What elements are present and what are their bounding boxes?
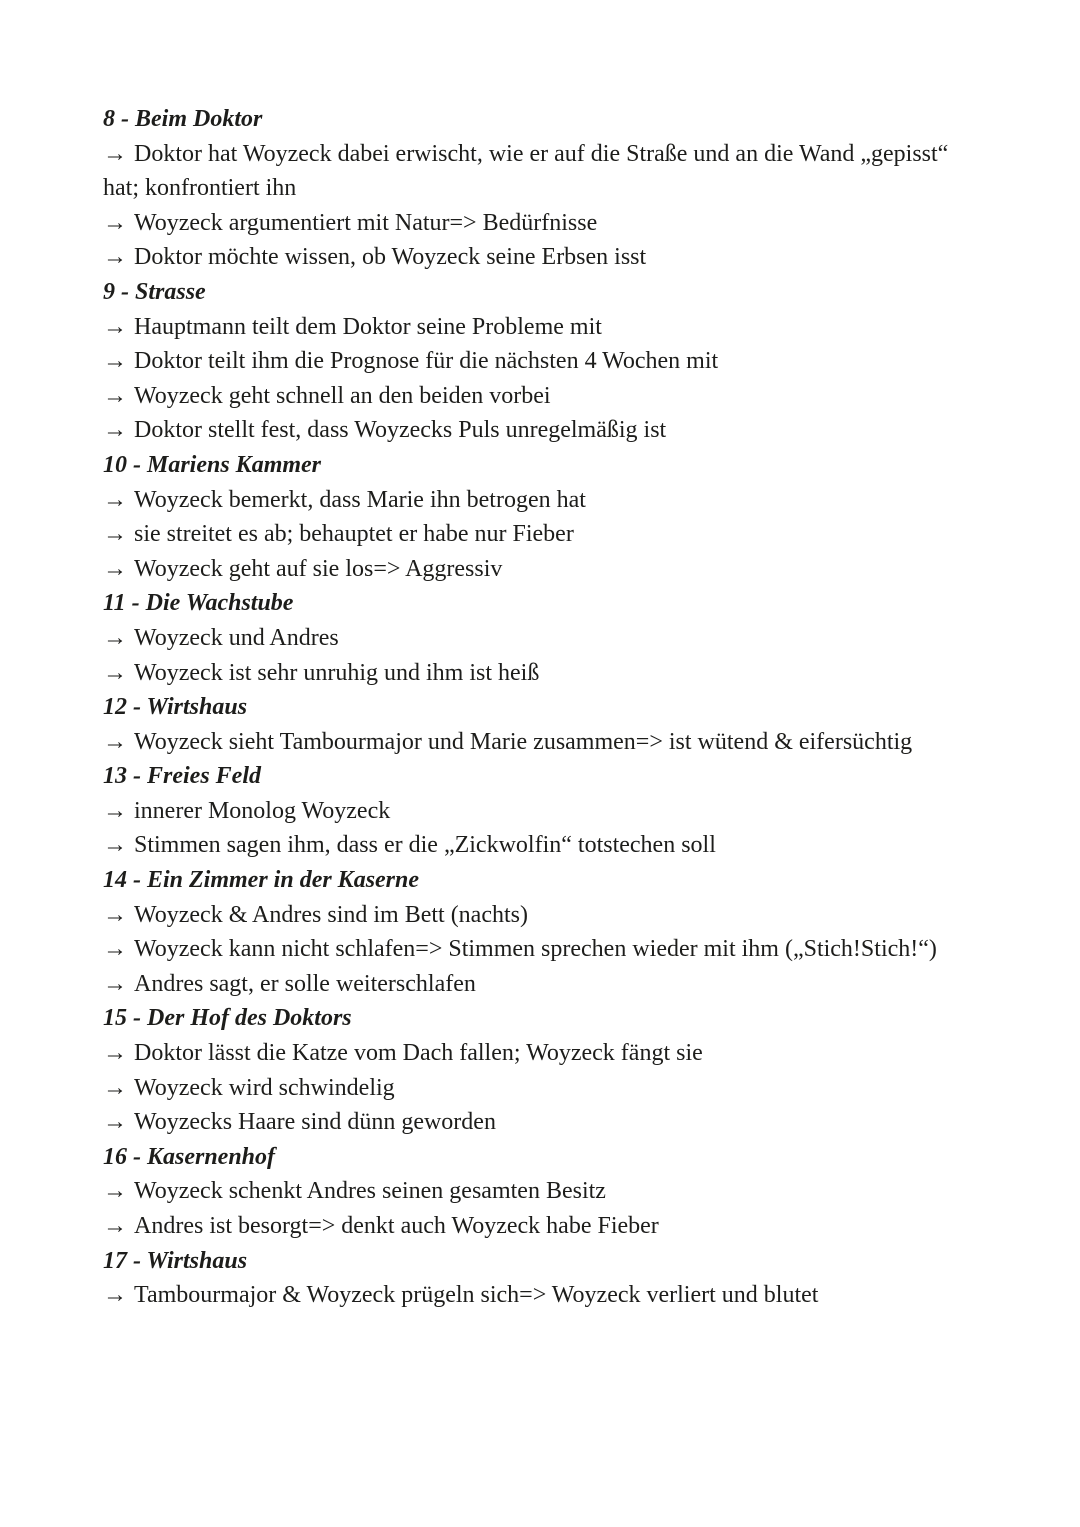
bullet-text: Doktor hat Woyzeck dabei erwischt, wie er auf die Straße und an die Wand „gepisst“ hat; konfrontiert ihn bbox=[103, 140, 949, 202]
bullet-text: Woyzeck & Andres sind im Bett (nachts) bbox=[134, 901, 528, 928]
arrow-icon: → bbox=[103, 140, 127, 167]
bullet-item bbox=[103, 413, 970, 448]
bullet-item bbox=[103, 828, 970, 863]
bullet-item bbox=[103, 379, 970, 414]
arrow-icon: → bbox=[103, 659, 127, 686]
bullet-text: Doktor stellt fest, dass Woyzecks Puls unregelmäßig ist bbox=[134, 417, 667, 444]
arrow-icon: → bbox=[103, 209, 127, 236]
bullet-text: Woyzeck argumentiert mit Natur=> Bedürfnisse bbox=[134, 209, 598, 236]
section-heading: 16 - Kasernenhof bbox=[103, 1143, 276, 1170]
bullet-text: innerer Monolog Woyzeck bbox=[134, 797, 391, 824]
arrow-icon: → bbox=[103, 1074, 127, 1101]
bullet-text: Doktor lässt die Katze vom Dach fallen; Woyzeck fängt sie bbox=[134, 1040, 703, 1067]
arrow-icon: → bbox=[103, 555, 127, 582]
arrow-icon: → bbox=[103, 244, 127, 271]
section-heading: 8 - Beim Doktor bbox=[103, 106, 263, 132]
bullet-text: Andres ist besorgt=> denkt auch Woyzeck habe Fieber bbox=[134, 1213, 659, 1239]
arrow-icon: → bbox=[103, 936, 127, 963]
document-content bbox=[103, 102, 970, 1313]
arrow-icon: → bbox=[103, 970, 127, 997]
bullet-item bbox=[103, 725, 970, 760]
bullet-item bbox=[103, 1036, 970, 1071]
bullet-item bbox=[103, 344, 970, 379]
bullet-text: Hauptmann teilt dem Doktor seine Probleme mit bbox=[134, 313, 602, 340]
arrow-icon: → bbox=[103, 797, 127, 824]
bullet-text: Woyzeck sieht Tambourmajor und Marie zusammen=> ist wütend & eifersüchtig bbox=[134, 728, 913, 755]
section-heading: 11 - Die Wachstube bbox=[103, 590, 294, 617]
arrow-icon: → bbox=[103, 1213, 127, 1239]
bullet-text: Woyzeck geht schnell an den beiden vorbei bbox=[134, 382, 551, 409]
bullet-item bbox=[103, 967, 970, 1002]
bullet-item bbox=[103, 656, 970, 691]
section-heading: 15 - Der Hof des Doktors bbox=[103, 1005, 352, 1032]
section-heading: 13 - Freies Feld bbox=[103, 763, 261, 790]
section-heading: 10 - Mariens Kammer bbox=[103, 451, 322, 478]
section-heading: 14 - Ein Zimmer in der Kaserne bbox=[103, 867, 420, 894]
bullet-text: Woyzeck ist sehr unruhig und ihm ist heiß bbox=[134, 659, 540, 686]
bullet-text: Doktor teilt ihm die Prognose für die nächsten 4 Wochen mit bbox=[134, 348, 719, 375]
bullet-item bbox=[103, 1209, 970, 1244]
bullet-item bbox=[103, 794, 970, 829]
arrow-icon: → bbox=[103, 1040, 127, 1067]
arrow-icon: → bbox=[103, 1109, 127, 1136]
bullet-text: Woyzeck geht auf sie los=> Aggressiv bbox=[134, 555, 503, 582]
bullet-text: Stimmen sagen ihm, dass er die „Zickwolfin“ totstechen soll bbox=[134, 832, 716, 859]
bullet-item bbox=[103, 621, 970, 656]
bullet-text: Woyzeck bemerkt, dass Marie ihn betrogen hat bbox=[134, 486, 586, 513]
arrow-icon: → bbox=[103, 313, 127, 340]
arrow-icon: → bbox=[103, 624, 127, 651]
bullet-item bbox=[103, 1174, 970, 1209]
bullet-item bbox=[103, 310, 970, 345]
arrow-icon: → bbox=[103, 348, 127, 375]
bullet-text: Woyzeck wird schwindelig bbox=[134, 1074, 395, 1101]
bullet-item bbox=[103, 517, 970, 552]
bullet-item bbox=[103, 1105, 970, 1140]
arrow-icon: → bbox=[103, 1282, 127, 1309]
arrow-icon: → bbox=[103, 832, 127, 859]
section-heading: 12 - Wirtshaus bbox=[103, 694, 248, 721]
bullet-item bbox=[103, 1278, 970, 1313]
arrow-icon: → bbox=[103, 382, 127, 409]
bullet-item bbox=[103, 552, 970, 587]
arrow-icon: → bbox=[103, 521, 127, 548]
bullet-item bbox=[103, 137, 970, 206]
arrow-icon: → bbox=[103, 728, 127, 755]
bullet-text: Doktor möchte wissen, ob Woyzeck seine Erbsen isst bbox=[134, 244, 647, 271]
section-heading: 9 - Strasse bbox=[103, 278, 206, 305]
bullet-item bbox=[103, 898, 970, 933]
section-heading: 17 - Wirtshaus bbox=[103, 1247, 248, 1274]
arrow-icon: → bbox=[103, 1178, 127, 1205]
arrow-icon: → bbox=[103, 486, 127, 513]
bullet-item bbox=[103, 932, 970, 967]
bullet-text: Woyzeck und Andres bbox=[134, 624, 339, 651]
bullet-text: sie streitet es ab; behauptet er habe nur Fieber bbox=[134, 521, 574, 548]
bullet-item bbox=[103, 240, 970, 275]
arrow-icon: → bbox=[103, 417, 127, 444]
bullet-item bbox=[103, 483, 970, 518]
arrow-icon: → bbox=[103, 901, 127, 928]
bullet-text: Andres sagt, er solle weiterschlafen bbox=[134, 970, 476, 997]
bullet-item bbox=[103, 206, 970, 241]
bullet-item bbox=[103, 1071, 970, 1106]
bullet-text: Woyzeck kann nicht schlafen=> Stimmen sprechen wieder mit ihm („Stich!Stich!“) bbox=[134, 936, 937, 963]
bullet-text: Woyzecks Haare sind dünn geworden bbox=[134, 1109, 496, 1136]
bullet-text: Tambourmajor & Woyzeck prügeln sich=> Woyzeck verliert und blutet bbox=[134, 1282, 819, 1309]
bullet-text: Woyzeck schenkt Andres seinen gesamten Besitz bbox=[134, 1178, 606, 1205]
